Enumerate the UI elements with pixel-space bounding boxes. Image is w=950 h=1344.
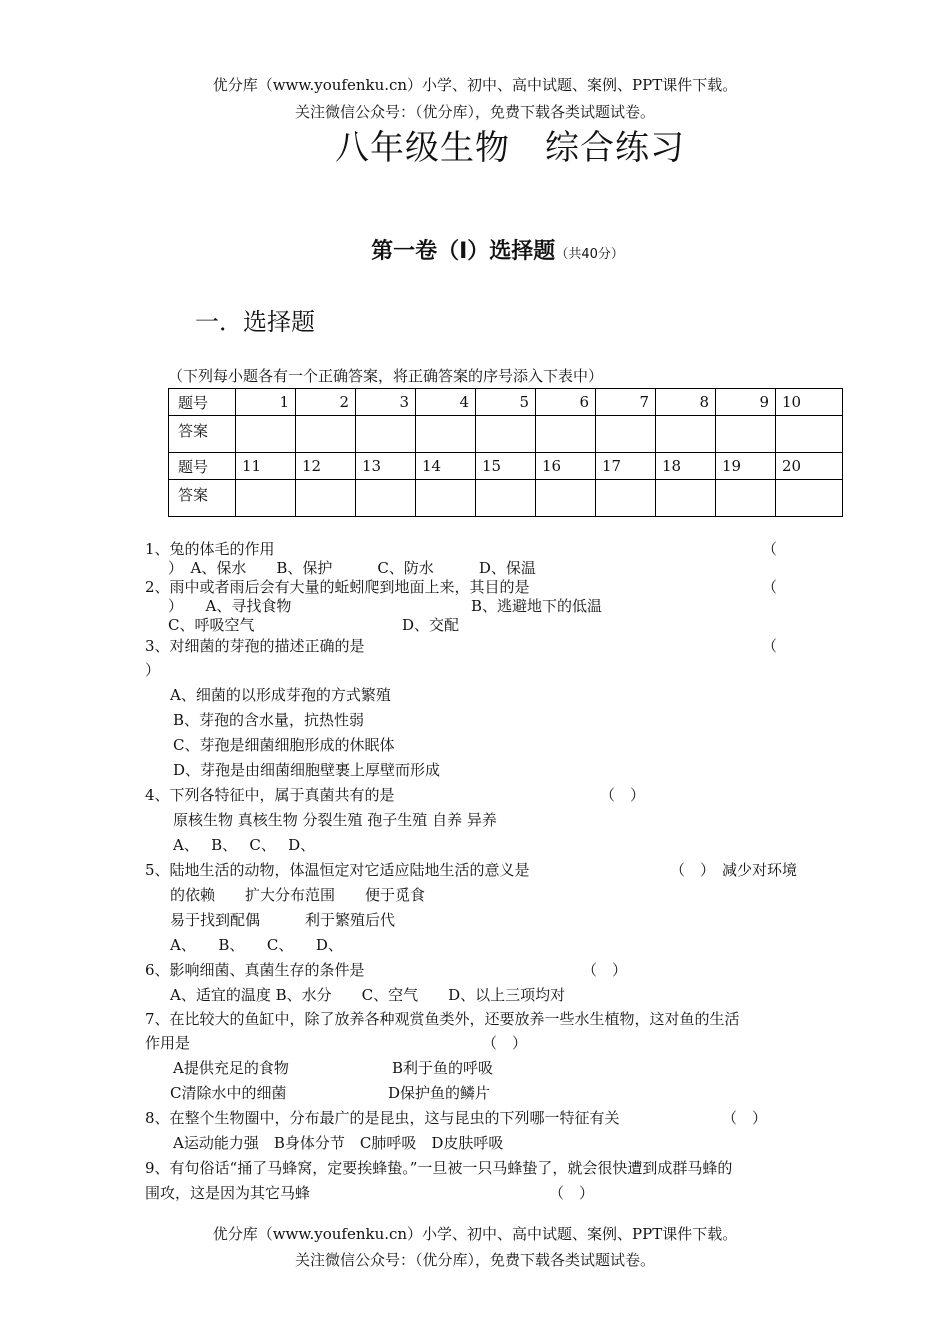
q9-paren: （ ）	[549, 1184, 595, 1202]
q3-option-b: B、芽孢的含水量，抗热性弱	[173, 711, 365, 729]
answer-cell[interactable]	[356, 480, 416, 517]
table-row	[169, 480, 843, 517]
q-number: 20	[776, 453, 843, 480]
q2-stem: 2、雨中或者雨后会有大量的蚯蚓爬到地面上来，其目的是	[145, 578, 530, 596]
q4-options: A、 B、 C、 D、	[173, 836, 316, 854]
q7-line2: 作用是	[145, 1034, 191, 1052]
q-number: 12	[296, 453, 356, 480]
footer-line-1: 优分库（www.youfenku.cn）小学、初中、高中试题、案例、PPT课件下载。	[212, 1225, 738, 1243]
q7-option-c: C清除水中的细菌	[170, 1084, 287, 1102]
answer-cell[interactable]	[656, 480, 716, 517]
q5-stem: 5、陆地生活的动物，体温恒定对它适应陆地生活的意义是	[145, 861, 530, 879]
q-number: 19	[716, 453, 776, 480]
answer-cell[interactable]	[476, 480, 536, 517]
q-number: 18	[656, 453, 716, 480]
header-line-2: 关注微信公众号：（优分库），免费下载各类试题试卷。	[294, 103, 655, 121]
q5-line2: 的依赖 扩大分布范围 便于觅食	[170, 886, 426, 904]
q1-options: ） A、保水 B、保护 C、防水 D、保温	[168, 559, 536, 577]
part-heading: 一．选择题	[195, 308, 315, 336]
q8-stem: 8、在整个生物圈中，分布最广的是昆虫，这与昆虫的下列哪一特征有关	[145, 1109, 620, 1127]
q5-tail: 减少对环境	[722, 861, 798, 879]
q1-stem: 1、兔的体毛的作用	[145, 540, 275, 558]
q-number: 5	[476, 389, 536, 416]
q-number: 16	[536, 453, 596, 480]
answer-cell[interactable]	[416, 416, 476, 453]
answer-cell[interactable]	[596, 480, 656, 517]
section-main: 第一卷（I）选择题	[371, 239, 556, 264]
q-number: 3	[356, 389, 416, 416]
answer-cell[interactable]	[716, 416, 776, 453]
answer-cell[interactable]	[476, 416, 536, 453]
num-label: 题号	[169, 389, 236, 416]
q9-line2: 围攻，这是因为其它马蜂	[145, 1184, 311, 1202]
q-number: 14	[416, 453, 476, 480]
q7-option-a: A提供充足的食物	[173, 1059, 289, 1077]
q7-option-b: B利于鱼的呼吸	[392, 1059, 494, 1077]
q3-option-a: A、细菌的以形成芽孢的方式繁殖	[170, 686, 391, 704]
answer-cell[interactable]	[776, 416, 843, 453]
q-number: 1	[236, 389, 296, 416]
answer-cell[interactable]	[776, 480, 843, 517]
q2-paren-open: （	[762, 578, 778, 596]
q1-paren-open: （	[762, 540, 778, 558]
q3-option-d: D、芽孢是由细菌细胞壁裹上厚壁而形成	[173, 761, 441, 779]
q6-stem: 6、影响细菌、真菌生存的条件是	[145, 961, 365, 979]
q8-paren: （ ）	[722, 1109, 768, 1127]
answer-cell[interactable]	[596, 416, 656, 453]
table-row	[169, 453, 843, 480]
answer-cell[interactable]	[656, 416, 716, 453]
q4-items: 原核生物 真核生物 分裂生殖 孢子生殖 自养 异养	[173, 811, 497, 829]
q-number: 11	[236, 453, 296, 480]
table-row	[169, 389, 843, 416]
q3-paren-close: ）	[145, 661, 161, 679]
q-number: 17	[596, 453, 656, 480]
ans-label: 答案	[169, 480, 236, 517]
q6-paren: （ ）	[582, 961, 628, 979]
q-number: 15	[476, 453, 536, 480]
instruction: （下列每小题各有一个正确答案，将正确答案的序号添入下表中）	[168, 367, 604, 385]
answer-cell[interactable]	[296, 480, 356, 517]
q3-paren-open: （	[762, 637, 778, 655]
q-number: 6	[536, 389, 596, 416]
q-number: 7	[596, 389, 656, 416]
q-number: 8	[656, 389, 716, 416]
answer-cell[interactable]	[296, 416, 356, 453]
q7-stem: 7、在比较大的鱼缸中，除了放养各种观赏鱼类外，还要放养一些水生植物，这对鱼的生活	[145, 1010, 740, 1028]
q-number: 10	[776, 389, 843, 416]
answer-table	[168, 388, 843, 517]
q5-paren: （ ）	[670, 861, 716, 879]
q-number: 2	[296, 389, 356, 416]
section-sub: （共40分）	[555, 247, 624, 262]
q9-stem: 9、有句俗话“捅了马蜂窝，定要挨蜂蛰。”一旦被一只马蜂蛰了，就会很快遭到成群马蜂的	[145, 1159, 733, 1177]
q7-paren: （ ）	[482, 1034, 528, 1052]
q5-line3: 易于找到配偶 利于繁殖后代	[170, 911, 396, 929]
answer-cell[interactable]	[416, 480, 476, 517]
q6-options: A、适宜的温度 B、水分 C、空气 D、以上三项均对	[170, 986, 566, 1004]
q-number: 4	[416, 389, 476, 416]
header-line-1: 优分库（www.youfenku.cn）小学、初中、高中试题、案例、PPT课件下载。	[212, 76, 738, 94]
table-row	[169, 416, 843, 453]
q4-stem: 4、下列各特征中，属于真菌共有的是	[145, 786, 395, 804]
q2-option-b: B、逃避地下的低温	[471, 597, 603, 615]
answer-cell[interactable]	[716, 480, 776, 517]
q2-option-c: C、呼吸空气	[168, 616, 255, 634]
answer-cell[interactable]	[536, 480, 596, 517]
answer-cell[interactable]	[536, 416, 596, 453]
page-title: 八年级生物 综合练习	[335, 128, 685, 168]
q7-option-d: D保护鱼的鳞片	[388, 1084, 491, 1102]
q8-options: A运动能力强 B身体分节 C肺呼吸 D皮肤呼吸	[173, 1134, 504, 1152]
section-heading	[0, 234, 950, 265]
footer-line-2: 关注微信公众号：（优分库），免费下载各类试题试卷。	[294, 1251, 655, 1269]
q-number: 9	[716, 389, 776, 416]
ans-label: 答案	[169, 416, 236, 453]
num-label: 题号	[169, 453, 236, 480]
answer-cell[interactable]	[236, 416, 296, 453]
answer-cell[interactable]	[236, 480, 296, 517]
q2-option-a: ） A、寻找食物	[168, 597, 292, 615]
q5-options: A、 B、 C、 D、	[170, 936, 343, 954]
q2-option-d: D、交配	[402, 616, 460, 634]
q3-option-c: C、芽孢是细菌细胞形成的休眠体	[173, 736, 395, 754]
q3-stem: 3、对细菌的芽孢的描述正确的是	[145, 637, 365, 655]
answer-cell[interactable]	[356, 416, 416, 453]
q4-paren: （ ）	[600, 786, 646, 804]
q-number: 13	[356, 453, 416, 480]
